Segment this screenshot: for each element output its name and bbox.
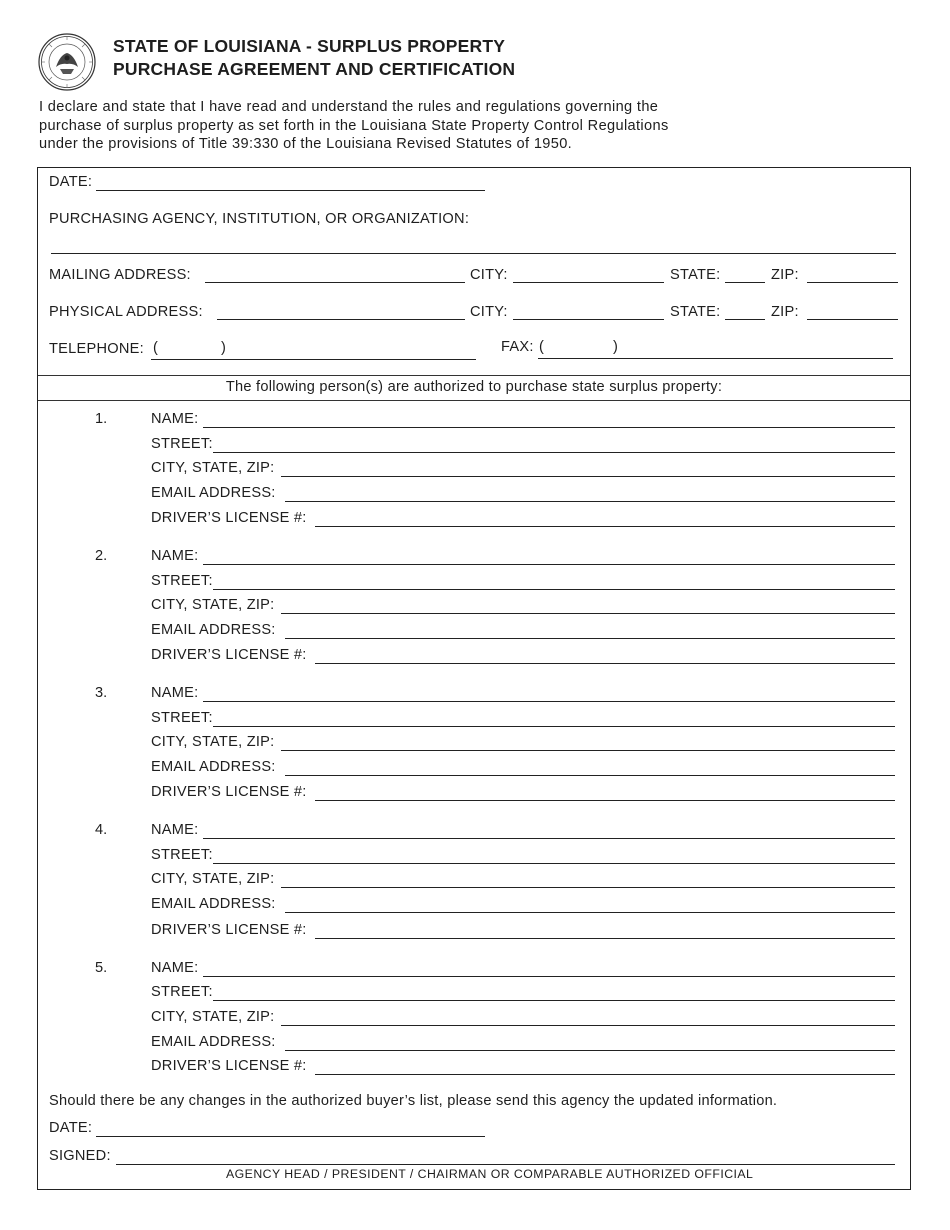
person-city-label: CITY, STATE, ZIP:	[151, 734, 275, 750]
telephone-field[interactable]	[151, 359, 476, 360]
mailing-city-label: CITY:	[470, 267, 508, 283]
mailing-zip-label: ZIP:	[771, 267, 799, 283]
org-field[interactable]	[51, 253, 896, 254]
changes-notice: Should there be any changes in the authorized buyer’s list, please send this agency the updated information.	[49, 1093, 778, 1109]
signature-field[interactable]	[116, 1164, 895, 1165]
mailing-zip-field[interactable]	[807, 282, 898, 283]
person-number: 4.	[95, 822, 108, 838]
form-frame	[37, 167, 911, 1190]
person-name-field[interactable]	[203, 976, 895, 977]
mailing-address-field[interactable]	[205, 282, 465, 283]
telephone-open-paren: (	[153, 340, 158, 356]
person-street-field[interactable]	[213, 452, 895, 453]
person-city-field[interactable]	[281, 1025, 895, 1026]
section-divider-top	[38, 375, 910, 376]
person-license-label: DRIVER’S LICENSE #:	[151, 510, 307, 526]
authorized-heading: The following person(s) are authorized to purchase state surplus property:	[225, 379, 723, 395]
mailing-address-label: MAILING ADDRESS:	[49, 267, 191, 283]
mailing-state-label: STATE:	[670, 267, 721, 283]
state-seal-icon	[38, 33, 96, 91]
person-city-field[interactable]	[281, 750, 895, 751]
person-street-field[interactable]	[213, 1000, 895, 1001]
person-license-label: DRIVER’S LICENSE #:	[151, 922, 307, 938]
date-field[interactable]	[96, 190, 485, 191]
physical-zip-field[interactable]	[807, 319, 898, 320]
person-name-field[interactable]	[203, 427, 895, 428]
person-city-field[interactable]	[281, 476, 895, 477]
person-license-field[interactable]	[315, 526, 895, 527]
fax-open-paren: (	[539, 339, 544, 355]
person-license-label: DRIVER’S LICENSE #:	[151, 784, 307, 800]
person-license-label: DRIVER’S LICENSE #:	[151, 647, 307, 663]
signed-label: SIGNED:	[49, 1148, 111, 1164]
person-number: 2.	[95, 548, 108, 564]
person-name-field[interactable]	[203, 701, 895, 702]
person-number: 5.	[95, 960, 108, 976]
person-email-field[interactable]	[285, 1050, 895, 1051]
person-license-field[interactable]	[315, 1074, 895, 1075]
person-name-field[interactable]	[203, 564, 895, 565]
person-name-label: NAME:	[151, 960, 199, 976]
person-email-label: EMAIL ADDRESS:	[151, 896, 276, 912]
person-email-label: EMAIL ADDRESS:	[151, 485, 276, 501]
physical-state-field[interactable]	[725, 319, 765, 320]
person-city-label: CITY, STATE, ZIP:	[151, 871, 275, 887]
section-divider-bottom	[38, 400, 910, 401]
fax-close-paren: )	[613, 339, 618, 355]
person-license-field[interactable]	[315, 800, 895, 801]
person-email-field[interactable]	[285, 501, 895, 502]
person-street-field[interactable]	[213, 726, 895, 727]
org-label: PURCHASING AGENCY, INSTITUTION, OR ORGANIZATION:	[49, 211, 470, 227]
person-street-field[interactable]	[213, 589, 895, 590]
person-license-field[interactable]	[315, 663, 895, 664]
person-street-label: STREET:	[151, 847, 213, 863]
date-label: DATE:	[49, 174, 93, 190]
person-street-label: STREET:	[151, 984, 213, 1000]
person-email-label: EMAIL ADDRESS:	[151, 759, 276, 775]
person-email-label: EMAIL ADDRESS:	[151, 622, 276, 638]
mailing-city-field[interactable]	[513, 282, 664, 283]
person-number: 1.	[95, 411, 108, 427]
person-email-field[interactable]	[285, 638, 895, 639]
intro-line3: under the provisions of Title 39:330 of the Louisiana Revised Statutes of 1950.	[39, 136, 573, 152]
physical-city-label: CITY:	[470, 304, 508, 320]
intro-line1: I declare and state that I have read and understand the rules and regulations governing the	[39, 99, 659, 115]
person-city-label: CITY, STATE, ZIP:	[151, 1009, 275, 1025]
mailing-state-field[interactable]	[725, 282, 765, 283]
person-name-label: NAME:	[151, 548, 199, 564]
person-city-label: CITY, STATE, ZIP:	[151, 597, 275, 613]
person-name-field[interactable]	[203, 838, 895, 839]
physical-city-field[interactable]	[513, 319, 664, 320]
person-street-label: STREET:	[151, 710, 213, 726]
form-title-line2: PURCHASE AGREEMENT AND CERTIFICATION	[113, 59, 516, 79]
person-number: 3.	[95, 685, 108, 701]
person-email-field[interactable]	[285, 912, 895, 913]
telephone-label: TELEPHONE:	[49, 341, 144, 357]
person-name-label: NAME:	[151, 685, 199, 701]
person-license-label: DRIVER’S LICENSE #:	[151, 1058, 307, 1074]
telephone-close-paren: )	[221, 340, 226, 356]
physical-address-label: PHYSICAL ADDRESS:	[49, 304, 203, 320]
fax-label: FAX:	[501, 339, 534, 355]
person-name-label: NAME:	[151, 822, 199, 838]
person-street-field[interactable]	[213, 863, 895, 864]
physical-address-field[interactable]	[217, 319, 465, 320]
person-street-label: STREET:	[151, 573, 213, 589]
person-city-field[interactable]	[281, 887, 895, 888]
intro-line2: purchase of surplus property as set forth in the Louisiana State Property Control Regulations	[39, 118, 669, 134]
footer-date-label: DATE:	[49, 1120, 93, 1136]
person-street-label: STREET:	[151, 436, 213, 452]
person-email-label: EMAIL ADDRESS:	[151, 1034, 276, 1050]
person-email-field[interactable]	[285, 775, 895, 776]
person-name-label: NAME:	[151, 411, 199, 427]
fax-field[interactable]	[538, 358, 893, 359]
person-city-label: CITY, STATE, ZIP:	[151, 460, 275, 476]
footer-date-field[interactable]	[96, 1136, 485, 1137]
person-license-field[interactable]	[315, 938, 895, 939]
physical-zip-label: ZIP:	[771, 304, 799, 320]
form-title-line1: STATE OF LOUISIANA - SURPLUS PROPERTY	[113, 36, 506, 56]
signer-caption: AGENCY HEAD / PRESIDENT / CHAIRMAN OR COMPARABLE AUTHORIZED OFFICIAL	[226, 1167, 754, 1181]
physical-state-label: STATE:	[670, 304, 721, 320]
person-city-field[interactable]	[281, 613, 895, 614]
